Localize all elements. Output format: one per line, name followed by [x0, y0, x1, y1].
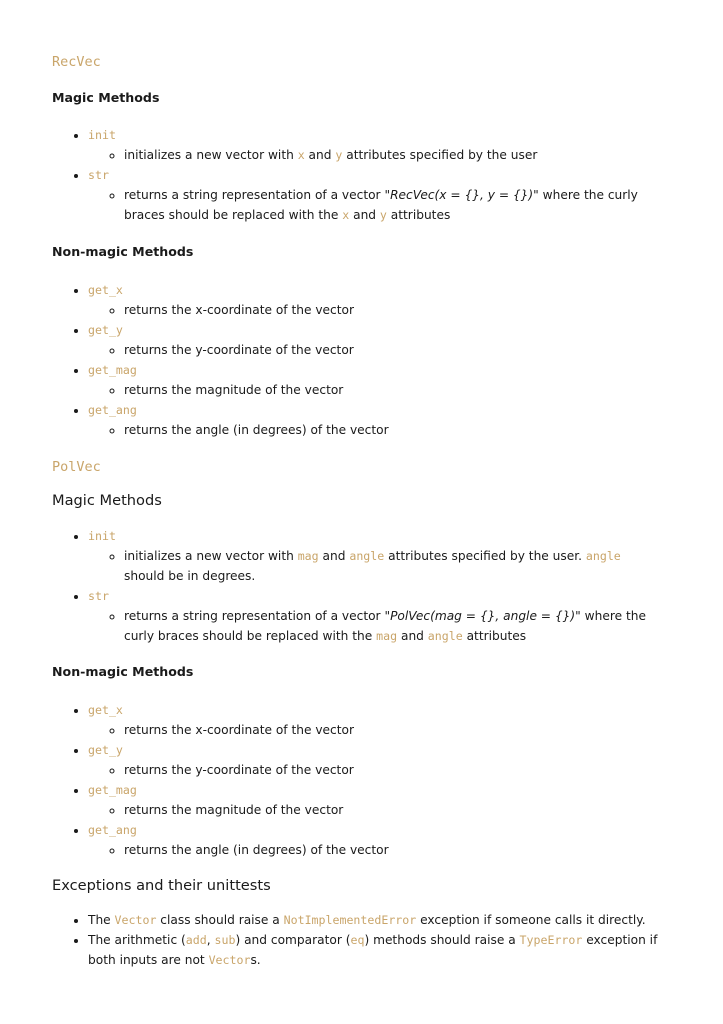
recvec-str-name: str [88, 168, 109, 182]
polvec-magic-heading: Magic Methods [52, 492, 162, 509]
polvec-init-name: init [88, 529, 116, 543]
text: The [88, 913, 115, 927]
method-desc: ◦ returns the y-coordinate of the vector [124, 340, 663, 360]
recvec-title: RecVec [52, 54, 101, 70]
text: class should raise a [156, 913, 284, 927]
code-angle: angle [585, 549, 621, 563]
method-name: get_ang [88, 823, 137, 837]
code-angle: angle [427, 629, 463, 643]
method-name: get_ang [88, 403, 137, 417]
method-name: get_x [88, 703, 123, 717]
recvec-nonmagic-list [52, 280, 663, 440]
text: returns a string representation of a vector " [124, 609, 391, 623]
method-name: get_mag [88, 783, 137, 797]
polvec-init-item [88, 526, 663, 586]
polvec-method-item [88, 780, 663, 820]
polvec-nonmagic-list [52, 700, 663, 860]
code-eq: eq [350, 933, 365, 947]
recvec-method-item [88, 320, 663, 360]
text: and [318, 549, 350, 563]
method-name: get_y [88, 743, 123, 757]
text: should be in degrees. [124, 569, 256, 583]
text: s. [250, 953, 261, 967]
code-vector: Vector [208, 953, 251, 967]
method-desc: ◦ returns the magnitude of the vector [124, 380, 663, 400]
method-desc: ◦ returns the y-coordinate of the vector [124, 760, 663, 780]
code-x: x [342, 208, 350, 222]
polvec-init-desc [124, 546, 663, 586]
polvec-method-item [88, 820, 663, 860]
text: " where the curly braces should be replaced with the [124, 188, 638, 222]
polvec-nonmagic-heading: Non-magic Methods [52, 664, 194, 679]
text: ) methods should raise a [364, 933, 520, 947]
recvec-magic-list [52, 125, 663, 225]
text: initializes a new vector with [124, 148, 298, 162]
method-name: get_mag [88, 363, 137, 377]
code-y: y [335, 148, 343, 162]
polvec-title: PolVec [52, 459, 101, 475]
text: " where the curly braces should be replaced with the [124, 609, 646, 643]
polvec-method-item [88, 740, 663, 780]
polvec-magic-list [52, 526, 663, 646]
text: initializes a new vector with [124, 549, 298, 563]
code-error: TypeError [519, 933, 583, 947]
method-desc: ◦ returns the angle (in degrees) of the vector [124, 420, 663, 440]
code-add: add [185, 933, 207, 947]
exceptions-list [52, 910, 663, 970]
text: attributes [462, 629, 527, 643]
method-desc: ◦ returns the angle (in degrees) of the vector [124, 840, 663, 860]
method-desc: ◦ returns the x-coordinate of the vector [124, 720, 663, 740]
text: , [206, 933, 215, 947]
recvec-method-item [88, 280, 663, 320]
recvec-nonmagic-heading: Non-magic Methods [52, 244, 194, 259]
recvec-init-item [88, 125, 663, 165]
code-y: y [379, 208, 387, 222]
polvec-method-item [88, 700, 663, 740]
code-mag: mag [376, 629, 398, 643]
format-string: PolVec(mag = {}, angle = {}) [390, 609, 576, 623]
text: and [349, 208, 380, 222]
exception-item [88, 930, 663, 970]
code-mag: mag [297, 549, 319, 563]
recvec-method-item [88, 400, 663, 440]
polvec-str-name: str [88, 589, 109, 603]
text: attributes [386, 208, 451, 222]
code-vector: Vector [114, 913, 157, 927]
text: attributes specified by the user. [384, 549, 586, 563]
code-sub: sub [214, 933, 236, 947]
recvec-magic-heading: Magic Methods [52, 90, 160, 105]
method-desc: ◦ returns the magnitude of the vector [124, 800, 663, 820]
recvec-init-name: init [88, 128, 116, 142]
polvec-str-desc [124, 606, 663, 646]
text: returns a string representation of a vector " [124, 188, 391, 202]
text: The arithmetic ( [88, 933, 186, 947]
text: exception if both inputs are not [88, 933, 658, 967]
exception-item [88, 910, 663, 930]
format-string: RecVec(x = {}, y = {}) [390, 188, 534, 202]
code-error: NotImplementedError [283, 913, 417, 927]
method-name: get_x [88, 283, 123, 297]
method-desc: ◦ returns the x-coordinate of the vector [124, 300, 663, 320]
code-x: x [297, 148, 305, 162]
recvec-str-item [88, 165, 663, 225]
method-name: get_y [88, 323, 123, 337]
text: and [397, 629, 428, 643]
text: attributes specified by the user [342, 148, 538, 162]
recvec-init-desc [124, 145, 663, 165]
exceptions-heading: Exceptions and their unittests [52, 877, 271, 894]
text: ) and comparator ( [235, 933, 351, 947]
recvec-str-desc [124, 185, 663, 225]
recvec-method-item [88, 360, 663, 400]
code-angle: angle [349, 549, 385, 563]
text: exception if someone calls it directly. [416, 913, 646, 927]
text: and [304, 148, 336, 162]
polvec-str-item [88, 586, 663, 646]
